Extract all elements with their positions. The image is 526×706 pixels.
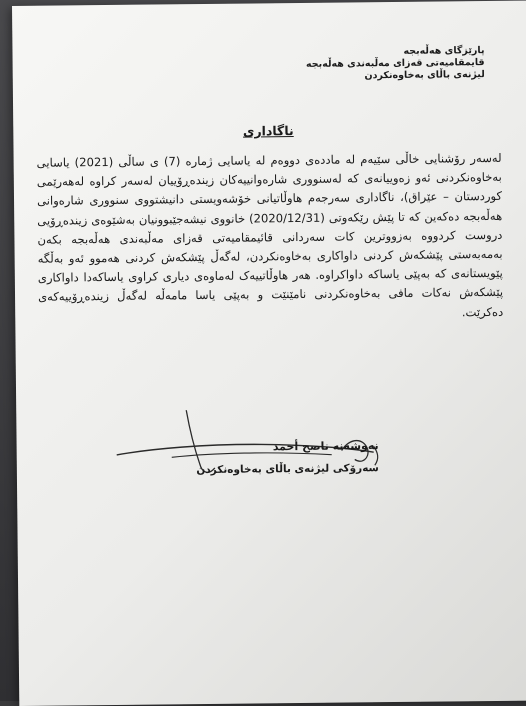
paper-sheet [12,1,526,706]
signatory-title: سەرۆکی لیژنەی باڵای بەخاوەنکردن [196,462,379,477]
signatory-block [196,438,379,478]
signatory-name: نەوشەنە ناصح أحمد [272,439,379,454]
header-line-committee: لیژنەی باڵای بەخاوەنکردن [364,69,485,82]
notice-document [12,1,526,696]
notice-title: ناگاداری [242,123,294,139]
organization-header [304,45,484,83]
header-line-district: قایمقامیەتی قەزای مەڵبەندی هەڵەبجە [305,57,485,70]
notice-body: لەسەر رۆشنایی خاڵی سێیەم لە ماددەی دووەم لە یاسایی ژمارە (7) ی ساڵی (2021) یاسایی بەخاوەنکردنی ئەو زەوییانەی کە لەسنووری شارەوانییەکان زیندەڕۆییان لەسەر کراوە لەهەرێمی کوردستان – عێراق)، ناگاداری سەرجەم هاوڵاتیانی خۆشەویستی دانیشتووی سنووری شارەوانی هەڵەبجە دەکەین کە تا پێش رێکەوتی (2020/12/31) خانووی نیشەجێبوونیان بەشێوەی زیندەڕۆیی دروست کردووە بەزووترین کات سەردانی قائیمقامیەتی قەزای مەڵبەندی هەڵەبجە بکەن بەمەبەستی پێشکەش کردنی داواکاری بەخاوەنکردن، لەگەڵ پێشکەش کردنی هەموو ئەو بەڵگە پێویستانەی کە بەپێی یاساکە داواکراوە. هەر هاوڵاتییەک لەماوەی دیاری کراوی یاساکەدا داواکاری پێشکەش نەکات مافی بەخاوەنکردنی نامێنێت و بەپێی یاسا مامەڵە لەگەڵ زیندەڕۆییەکەی دەکرێت. [36,150,504,319]
header-line-governorate: پارێزگای هەڵەبجە [403,45,485,57]
